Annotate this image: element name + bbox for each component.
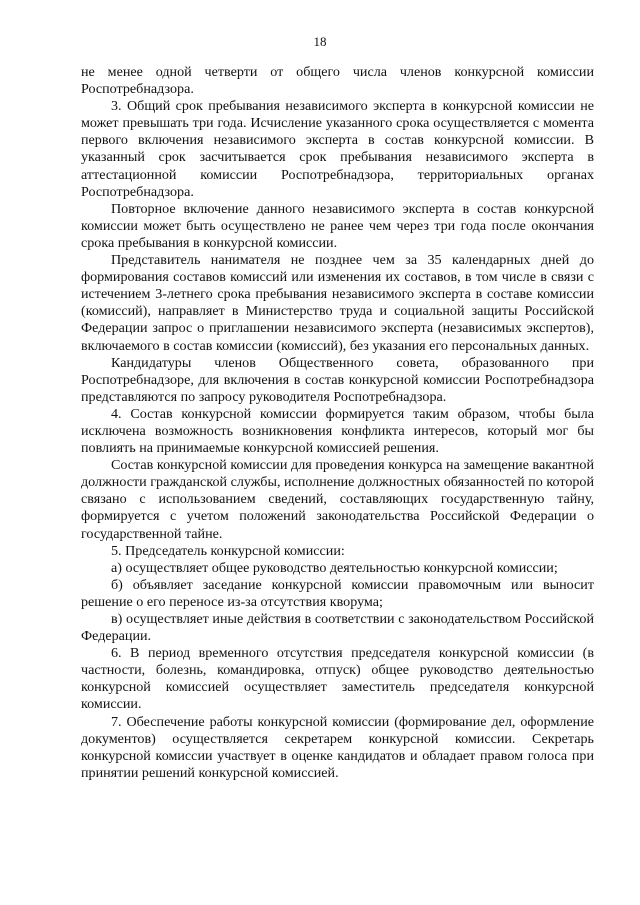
page-number: 18 [313,34,327,49]
paragraph-employer-request: Представитель нанимателя не позднее чем за 35 календарных дней до формирования составов комиссий или изменения их составов, в том числе в связи с истечением 3-летнего срока пребывания независимого эксперта в составе комиссии (комиссий), направляет в Министерство труда и социальной защиты Российской Федерации запрос о приглашении независимого эксперта (независимых экспертов), включаемого в состав комиссии (комиссий), без указания его персональных данных. [81,252,594,354]
paragraph-state-secret: Состав конкурсной комиссии для проведения конкурса на замещение вакантной должности гражданской службы, исполнение должностных обязанностей по которой связано с использованием сведений, составляющих государственную тайну, формируется с учетом положений законодательства Российской Федерации о государственной тайне. [81,457,594,542]
paragraph-6-deputy: 6. В период временного отсутствия председателя конкурсной комиссии (в частности, болезнь, командировка, отпуск) общее руководство деятельностью конкурсной комиссией осуществляет заместитель председателя конкурсной комиссии. [81,645,594,713]
document-body [81,64,594,782]
paragraph-continuation: не менее одной четверти от общего числа членов конкурсной комиссии Роспотребнадзора. [81,64,594,98]
paragraph-5c: в) осуществляет иные действия в соответствии с законодательством Российской Федерации. [81,611,594,645]
paragraph-7-secretary: 7. Обеспечение работы конкурсной комиссии (формирование дел, оформление документов) осуществляется секретарем конкурсной комиссии. Секретарь конкурсной комиссии участвует в оценке кандидатов и обладает правом голоса при принятии решений конкурсной комиссией. [81,713,594,781]
paragraph-5-chairman: 5. Председатель конкурсной комиссии: [111,542,345,559]
paragraph-5a: а) осуществляет общее руководство деятельностью конкурсной комиссии; [111,559,558,576]
paragraph-public-council: Кандидатуры членов Общественного совета, образованного при Роспотребнадзоре, для включения в состав конкурсной комиссии Роспотребнадзора представляются по запросу руководителя Роспотребнадзора. [81,354,594,405]
paragraph-5b: б) объявляет заседание конкурсной комиссии правомочным или выносит решение о его переносе из-за отсутствия кворума; [81,576,594,610]
paragraph-3-term-limit: 3. Общий срок пребывания независимого эксперта в конкурсной комиссии не может превышать три года. Исчисление указанного срока осуществляется с момента первого включения независимого эксперта в состав конкурсной комиссии. В указанный срок засчитывается срок пребывания независимого эксперта в аттестационной комиссии Роспотребнадзора, территориальных органах Роспотребнадзора. [81,98,594,200]
paragraph-4-conflict: 4. Состав конкурсной комиссии формируется таким образом, чтобы была исключена возможность возникновения конфликта интересов, который мог бы повлиять на принимаемые конкурсной комиссией решения. [81,405,594,457]
paragraph-repeat-inclusion: Повторное включение данного независимого эксперта в состав конкурсной комиссии может быть осуществлено не ранее чем через три года после окончания срока пребывания в конкурсной комиссии. [81,200,594,251]
